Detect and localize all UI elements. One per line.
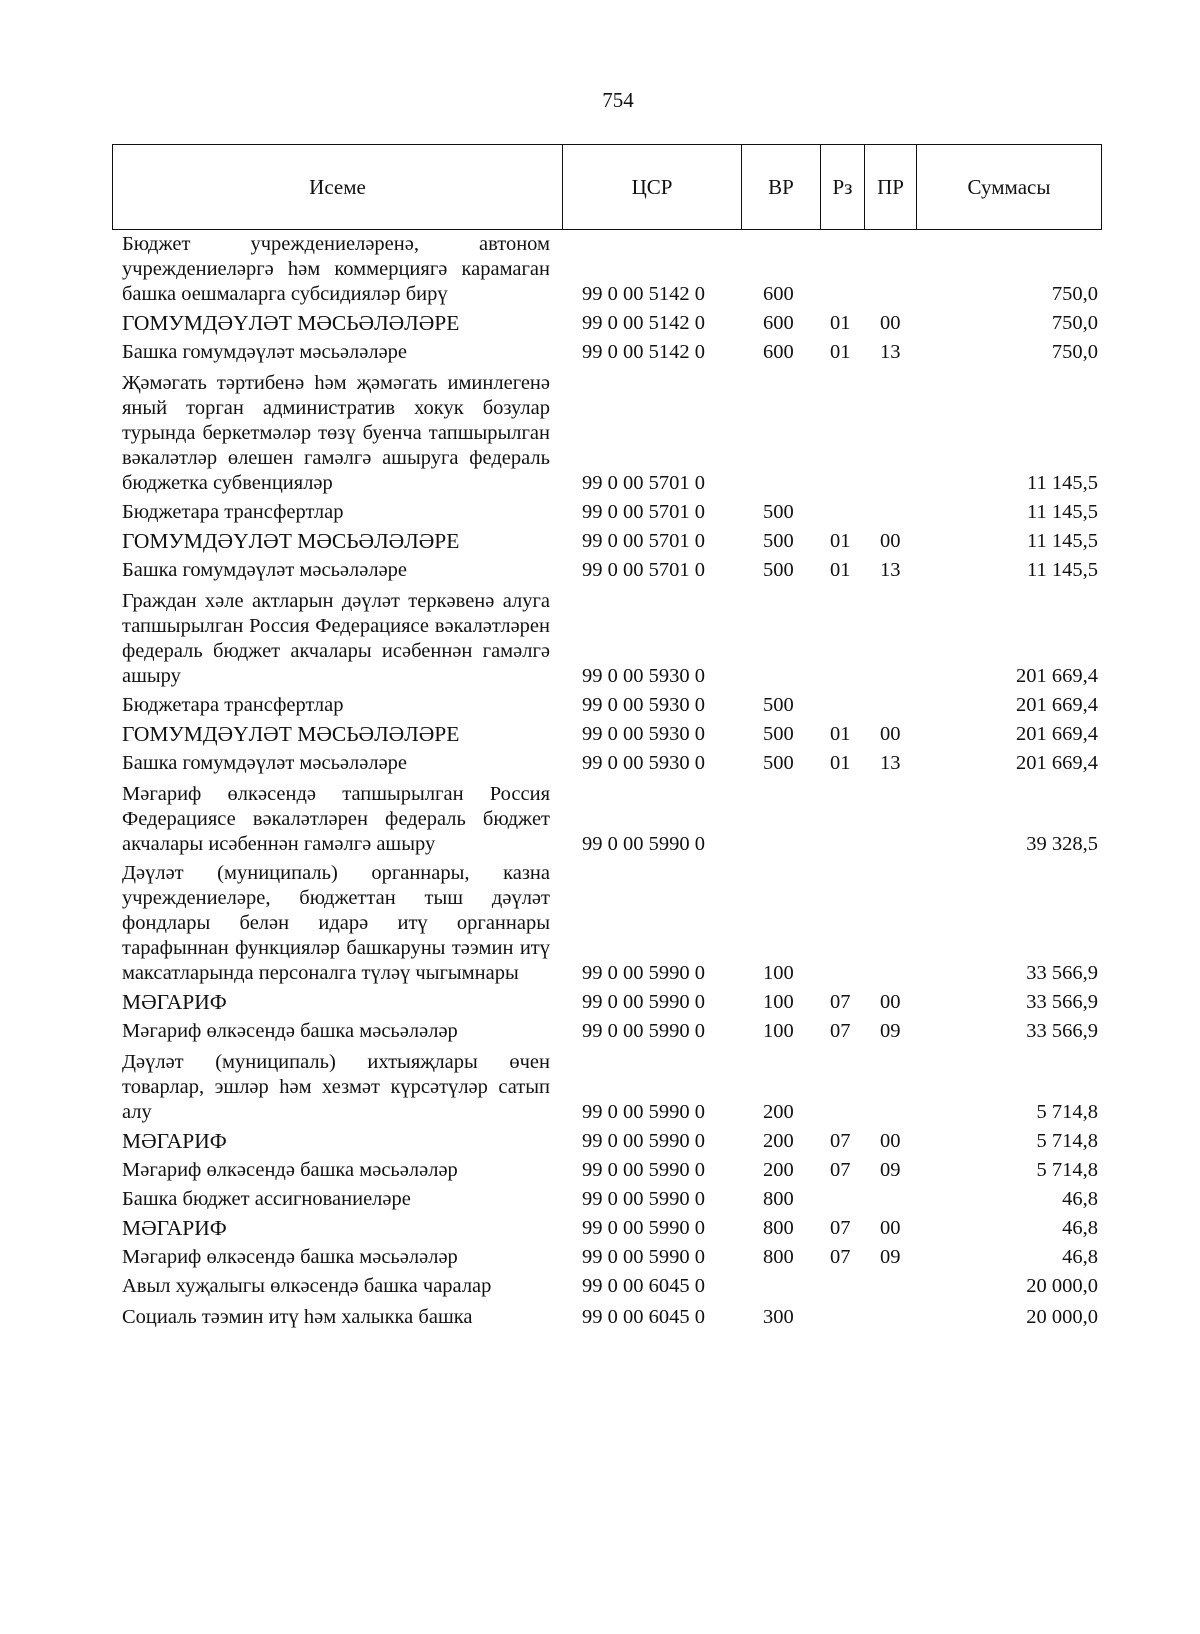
row-rz: 01 [830, 559, 851, 581]
table-row [0, 589, 1200, 689]
row-vr: 100 [763, 962, 794, 984]
row-vr: 300 [763, 1306, 794, 1328]
row-name: Мәгариф өлкәсендә тапшырылган Россия Федерациясе вәкаләтләрен федераль бюджет акчалары исәбеннән гамәлгә ашыру [122, 783, 550, 855]
table-row [0, 1019, 1200, 1044]
row-pr: 09 [880, 1020, 901, 1042]
row-sum: 46,8 [1062, 1246, 1098, 1268]
row-pr: 00 [880, 723, 901, 745]
row-pr: 09 [880, 1246, 901, 1268]
table-row [0, 1274, 1200, 1299]
row-vr: 100 [763, 991, 794, 1013]
row-csr: 99 0 00 6045 0 [582, 1306, 705, 1328]
row-vr: 800 [763, 1246, 794, 1268]
row-csr: 99 0 00 5990 0 [582, 1101, 705, 1123]
table-row [0, 1216, 1200, 1241]
table-row [0, 1050, 1200, 1125]
row-vr: 600 [763, 312, 794, 334]
row-name: Дәүләт (муниципаль) ихтыяҗлары өчен товарлар, эшләр һәм хезмәт күрсәтүләр сатып алу [122, 1051, 550, 1123]
row-csr: 99 0 00 5990 0 [582, 1159, 705, 1181]
row-name: Граждан хәле актларын дәүләт теркәвенә алуга тапшырылган Россия Федерациясе вәкаләтләрен федераль бюджет акчалары исәбеннән гамәлгә ашыру [122, 590, 550, 687]
header-rz: Рз [820, 145, 864, 229]
row-pr: 09 [880, 1159, 901, 1181]
row-sum: 33 566,9 [1026, 962, 1098, 984]
row-rz: 01 [830, 341, 851, 363]
row-vr: 200 [763, 1159, 794, 1181]
row-name: Җәмәгать тәртибенә һәм җәмәгать иминлегенә яный торган административ хокук бозулар турында беркетмәләр төзү буенча тапшырылган вәкаләтләр өлешен гамәлгә ашыруга федераль бюджетка субвенцияләр [122, 372, 550, 494]
table-row [0, 1158, 1200, 1183]
row-name: Мәгариф өлкәсендә башка мәсьәләләр [122, 1159, 458, 1181]
row-csr: 99 0 00 5142 0 [582, 312, 705, 334]
row-sum: 201 669,4 [1016, 665, 1098, 687]
table-row [0, 722, 1200, 747]
row-vr: 600 [763, 341, 794, 363]
table-row [0, 529, 1200, 554]
table-header [112, 144, 1102, 230]
row-csr: 99 0 00 5990 0 [582, 962, 705, 984]
row-pr: 00 [880, 1217, 901, 1239]
row-sum: 201 669,4 [1016, 752, 1098, 774]
row-sum: 33 566,9 [1026, 1020, 1098, 1042]
table-row [0, 558, 1200, 583]
row-rz: 01 [830, 752, 851, 774]
row-vr: 100 [763, 1020, 794, 1042]
row-csr: 99 0 00 5930 0 [582, 665, 705, 687]
row-csr: 99 0 00 5990 0 [582, 833, 705, 855]
table-row [0, 371, 1200, 496]
row-name: Мәгариф өлкәсендә башка мәсьәләләр [122, 1246, 458, 1268]
row-sum: 5 714,8 [1036, 1130, 1098, 1152]
row-name: Дәүләт (муниципаль) органнары, казна учреждениеләре, бюджеттан тыш дәүләт фондлары белән идарә итү органнары тарафыннан функцияләр башкаруны тәэмин итү максатларында персоналга түләү чыгымнары [122, 862, 550, 984]
page-number: 754 [602, 88, 634, 112]
row-vr: 500 [763, 559, 794, 581]
row-sum: 46,8 [1062, 1188, 1098, 1210]
row-name: Бюджет учреждениеләренә, автоном учреждениеләргә һәм коммерциягә карамаган башка оешмаларга субсидияләр бирү [122, 233, 550, 305]
row-vr: 500 [763, 501, 794, 523]
row-sum: 46,8 [1062, 1217, 1098, 1239]
row-pr: 00 [880, 1130, 901, 1152]
row-pr: 00 [880, 312, 901, 334]
row-vr: 500 [763, 752, 794, 774]
row-sum: 20 000,0 [1026, 1306, 1098, 1328]
row-name: Башка гомумдәүләт мәсьәләләре [122, 341, 408, 363]
row-vr: 500 [763, 723, 794, 745]
table-row [0, 340, 1200, 365]
row-name: ГОМУМДӘҮЛӘТ МӘСЬӘЛӘЛӘРЕ [122, 529, 460, 553]
row-vr: 500 [763, 694, 794, 716]
row-name: Бюджетара трансфертлар [122, 501, 344, 523]
row-csr: 99 0 00 5990 0 [582, 991, 705, 1013]
row-csr: 99 0 00 5701 0 [582, 559, 705, 581]
row-name: МӘГАРИФ [122, 1216, 227, 1240]
row-csr: 99 0 00 5990 0 [582, 1217, 705, 1239]
row-name: Авыл хуҗалыгы өлкәсендә башка чаралар [122, 1275, 492, 1297]
table-row [0, 861, 1200, 986]
table-row [0, 782, 1200, 857]
row-sum: 750,0 [1051, 283, 1098, 305]
row-sum: 11 145,5 [1027, 559, 1098, 581]
row-name: Башка гомумдәүләт мәсьәләләре [122, 559, 408, 581]
row-name: ГОМУМДӘҮЛӘТ МӘСЬӘЛӘЛӘРЕ [122, 722, 460, 746]
row-sum: 5 714,8 [1036, 1159, 1098, 1181]
row-rz: 07 [830, 1130, 851, 1152]
row-name: МӘГАРИФ [122, 1129, 227, 1153]
row-pr: 00 [880, 530, 901, 552]
row-vr: 800 [763, 1217, 794, 1239]
row-name: Башка бюджет ассигнованиеләре [122, 1188, 411, 1210]
row-name: Башка гомумдәүләт мәсьәләләре [122, 752, 408, 774]
row-sum: 20 000,0 [1026, 1275, 1098, 1297]
row-vr: 600 [763, 283, 794, 305]
row-name: МӘГАРИФ [122, 990, 227, 1014]
header-sum: Суммасы [916, 145, 1101, 229]
row-csr: 99 0 00 5990 0 [582, 1188, 705, 1210]
row-csr: 99 0 00 5701 0 [582, 530, 705, 552]
row-sum: 39 328,5 [1026, 833, 1098, 855]
row-csr: 99 0 00 5142 0 [582, 283, 705, 305]
row-csr: 99 0 00 5990 0 [582, 1130, 705, 1152]
row-pr: 13 [880, 752, 901, 774]
table-row [0, 1129, 1200, 1154]
row-sum: 750,0 [1051, 341, 1098, 363]
row-name: ГОМУМДӘҮЛӘТ МӘСЬӘЛӘЛӘРЕ [122, 311, 460, 335]
table-row [0, 1187, 1200, 1212]
row-csr: 99 0 00 5930 0 [582, 752, 705, 774]
row-rz: 07 [830, 1159, 851, 1181]
row-csr: 99 0 00 6045 0 [582, 1275, 705, 1297]
table-row [0, 311, 1200, 336]
row-name: Бюджетара трансфертлар [122, 694, 344, 716]
header-vr: ВР [741, 145, 820, 229]
row-csr: 99 0 00 5930 0 [582, 723, 705, 745]
row-sum: 750,0 [1051, 312, 1098, 334]
row-csr: 99 0 00 5701 0 [582, 501, 705, 523]
row-vr: 200 [763, 1101, 794, 1123]
row-name: Социаль тәэмин итү һәм халыкка башка [122, 1306, 473, 1328]
row-sum: 201 669,4 [1016, 694, 1098, 716]
table-body [0, 232, 1200, 1330]
table-row [0, 500, 1200, 525]
table-row [0, 1245, 1200, 1270]
row-csr: 99 0 00 5930 0 [582, 694, 705, 716]
row-rz: 01 [830, 723, 851, 745]
row-sum: 11 145,5 [1027, 472, 1098, 494]
table-row [0, 1305, 1200, 1330]
row-rz: 07 [830, 1217, 851, 1239]
row-pr: 13 [880, 341, 901, 363]
row-csr: 99 0 00 5990 0 [582, 1020, 705, 1042]
row-pr: 13 [880, 559, 901, 581]
row-sum: 11 145,5 [1027, 501, 1098, 523]
row-sum: 33 566,9 [1026, 991, 1098, 1013]
row-csr: 99 0 00 5990 0 [582, 1246, 705, 1268]
row-sum: 5 714,8 [1036, 1101, 1098, 1123]
table-row [0, 232, 1200, 307]
row-rz: 07 [830, 1246, 851, 1268]
row-pr: 00 [880, 991, 901, 1013]
row-vr: 200 [763, 1130, 794, 1152]
header-csr: ЦСР [562, 145, 741, 229]
table-row [0, 990, 1200, 1015]
row-rz: 01 [830, 530, 851, 552]
row-rz: 07 [830, 1020, 851, 1042]
row-sum: 201 669,4 [1016, 723, 1098, 745]
table-row [0, 751, 1200, 776]
row-vr: 500 [763, 530, 794, 552]
row-rz: 01 [830, 312, 851, 334]
row-csr: 99 0 00 5701 0 [582, 472, 705, 494]
header-name: Исеме [309, 174, 366, 199]
row-name: Мәгариф өлкәсендә башка мәсьәләләр [122, 1020, 458, 1042]
header-pr: ПР [864, 145, 916, 229]
row-sum: 11 145,5 [1027, 530, 1098, 552]
row-rz: 07 [830, 991, 851, 1013]
row-vr: 800 [763, 1188, 794, 1210]
row-csr: 99 0 00 5142 0 [582, 341, 705, 363]
table-row [0, 693, 1200, 718]
